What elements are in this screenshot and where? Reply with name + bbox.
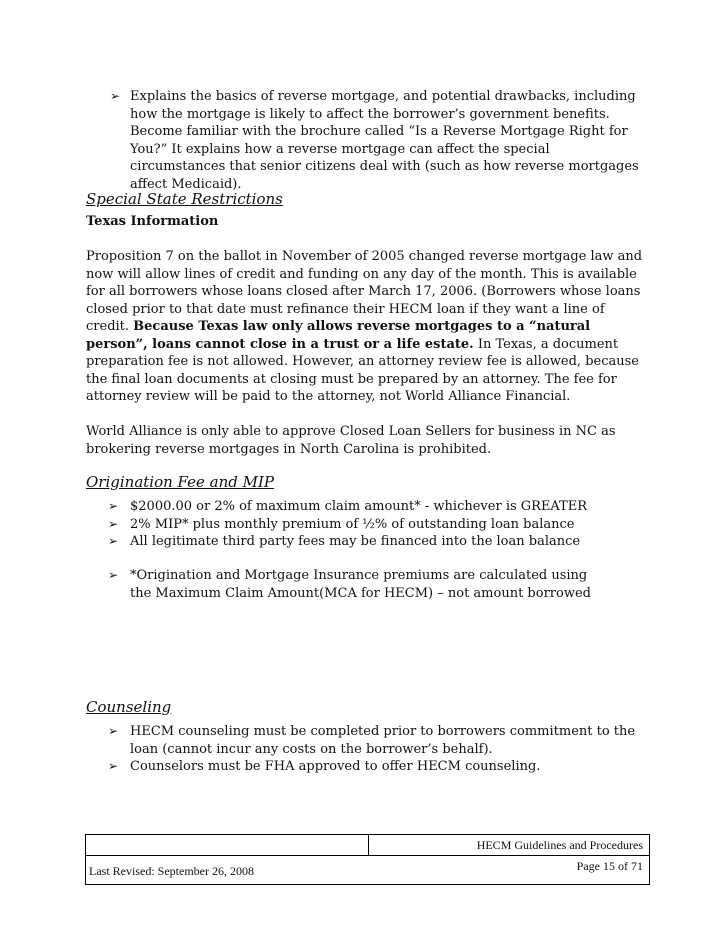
footer-page-number: Page 15 of 71 <box>576 859 643 873</box>
footer-last-revised: Last Revised: September 26, 2008 <box>89 864 254 878</box>
list-item: ➢ HECM counseling must be completed prior to borrowers commitment to the loan (cannot incur any costs on the borrower’s behalf). <box>108 724 636 757</box>
bullet-arrow-icon: ➢ <box>108 499 119 513</box>
counseling-heading: Counseling <box>86 698 172 716</box>
page-footer <box>85 834 650 885</box>
list-item: ➢ $2000.00 or 2% of maximum claim amount* - whichever is GREATER <box>108 499 588 514</box>
list-item: ➢ 2% MIP* plus monthly premium of ½% of outstanding loan balance <box>108 516 575 532</box>
list-item <box>86 567 606 602</box>
texas-paragraph-part2: In Texas, a document preparation fee is not allowed. However, an attorney review fee is allowed, because the final loan documents at closing must be prepared by an attorney. The fee for attorney review will be paid to the attorney, not World Alliance Financial. <box>86 336 639 404</box>
bullet-arrow-icon: ➢ <box>108 568 119 582</box>
bullet-arrow-icon: ➢ <box>110 89 121 103</box>
intro-bullet <box>90 88 646 193</box>
texas-paragraph-part1: Proposition 7 on the ballot in November of 2005 changed reverse mortgage law and now will allow lines of credit and funding on any day of the month. This is available for all borrowers whose loans closed after March 17, 2006. (Borrowers whose loans closed prior to that date must refinance their HECM loan if they want a line of credit. <box>86 249 643 334</box>
list-item: ➢ All legitimate third party fees may be financed into the loan balance <box>108 534 581 549</box>
texas-paragraph <box>86 248 646 406</box>
counseling-bullet-list <box>86 723 646 776</box>
footer-divider <box>86 855 649 856</box>
bullet-arrow-icon: ➢ <box>108 516 119 531</box>
intro-bullet-text: Explains the basics of reverse mortgage, and potential drawbacks, including how the mortgage is likely to affect the borrower’s government benefits. Become familiar with the brochure called “Is a Reverse Mortgage Right for You?” It explains how a reverse mortgage can affect the special circumstances that senior citizens deal with (such as how reverse mortgages affect Medicaid). <box>130 89 639 192</box>
bullet-arrow-icon: ➢ <box>108 759 119 773</box>
nc-paragraph <box>86 423 646 458</box>
bullet-arrow-icon: ➢ <box>108 724 119 738</box>
list-item: ➢ Counselors must be FHA approved to offer HECM counseling. <box>108 759 541 774</box>
origination-heading: Origination Fee and MIP <box>86 473 275 491</box>
origination-bullet-list <box>86 498 646 551</box>
nc-paragraph-text: World Alliance is only able to approve Closed Loan Sellers for business in NC as brokering reverse mortgages in North Carolina is prohibited. <box>86 424 616 457</box>
footer-column-divider <box>368 835 369 855</box>
texas-paragraph-bold: Because Texas law only allows reverse mortgages to a “natural person”, loans cannot close in a trust or a life estate. <box>86 319 591 352</box>
origination-note-text: *Origination and Mortgage Insurance premiums are calculated using the Maximum Claim Amount(MCA for HECM) – not amount borrowed <box>130 568 591 601</box>
special-restrictions-heading: Special State Restrictions <box>86 190 283 208</box>
texas-information-subheading: Texas Information <box>86 214 219 229</box>
origination-note <box>86 567 606 602</box>
footer-doc-title: HECM Guidelines and Procedures <box>476 838 643 852</box>
bullet-arrow-icon: ➢ <box>108 534 119 548</box>
